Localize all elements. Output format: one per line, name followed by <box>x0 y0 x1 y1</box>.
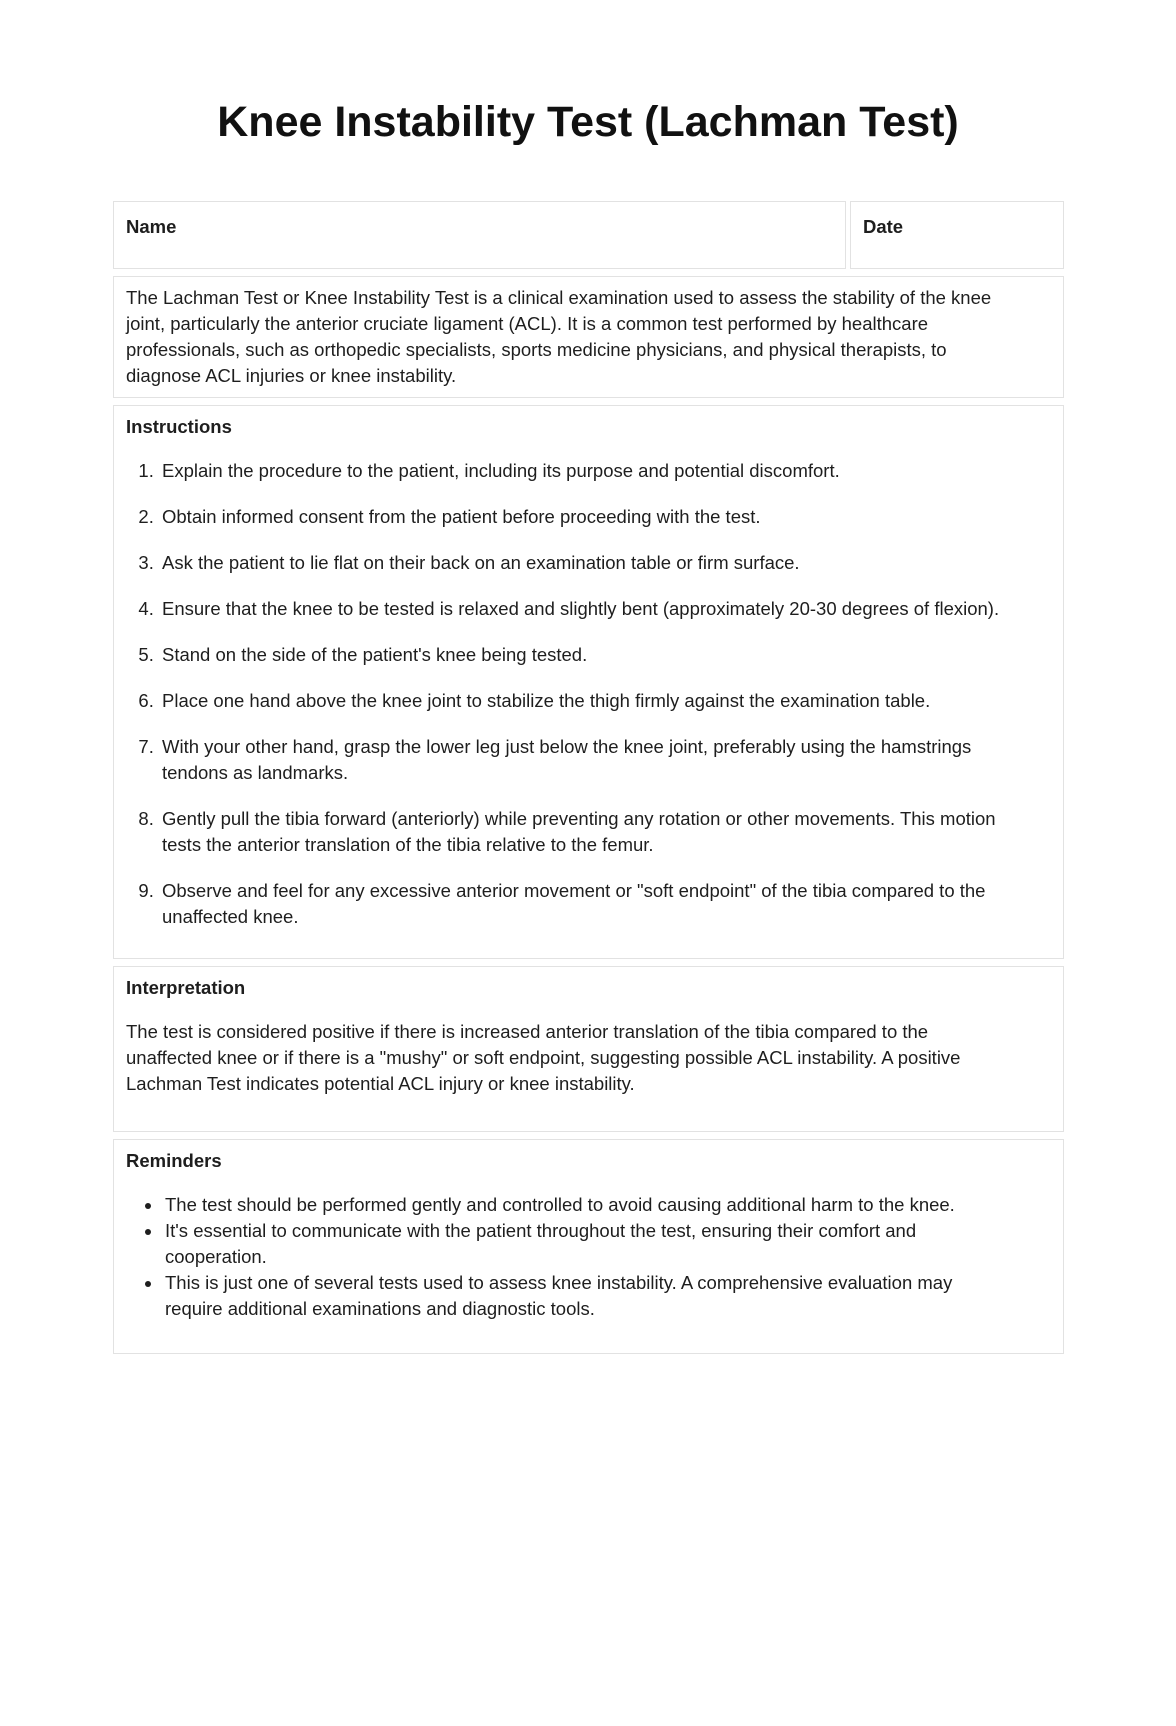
reminder-item: • This is just one of several tests used to assess knee instability. A comprehensive evaluation may require additional examinations and diagnostic tools. <box>163 1270 1013 1322</box>
instruction-item: 3. Ask the patient to lie flat on their back on an examination table or firm surface. <box>159 550 1013 576</box>
instructions-heading: Instructions <box>126 416 232 437</box>
date-field[interactable] <box>850 201 1064 269</box>
intro-section <box>113 276 1064 398</box>
instruction-item: 8. Gently pull the tibia forward (anteriorly) while preventing any rotation or other movements. This motion tests the anterior translation of the tibia relative to the femur. <box>159 806 1013 858</box>
instruction-item: 2. Obtain informed consent from the patient before proceeding with the test. <box>159 504 1013 530</box>
reminder-item: • The test should be performed gently and controlled to avoid causing additional harm to the knee. <box>163 1192 1013 1218</box>
reminders-section <box>113 1139 1064 1354</box>
instruction-item: 4. Ensure that the knee to be tested is relaxed and slightly bent (approximately 20-30 degrees of flexion). <box>159 596 1013 622</box>
page-title: Knee Instability Test (Lachman Test) <box>217 98 959 146</box>
instruction-item: 1. Explain the procedure to the patient, including its purpose and potential discomfort. <box>159 458 1013 484</box>
name-date-table <box>113 201 1064 269</box>
name-label: Name <box>126 216 177 237</box>
instructions-list <box>126 458 1013 930</box>
reminders-heading: Reminders <box>126 1150 222 1171</box>
document-body <box>113 201 1064 1354</box>
interpretation-paragraph: The test is considered positive if there is increased anterior translation of the tibia compared to the unaffected knee or if there is a "mushy" or soft endpoint, suggesting possible ACL instability. A positive Lachman Test indicates potential ACL injury or knee instability. <box>126 1021 961 1094</box>
instruction-item: 6. Place one hand above the knee joint to stabilize the thigh firmly against the examination table. <box>159 688 1013 714</box>
interpretation-heading: Interpretation <box>126 977 246 998</box>
reminders-list <box>126 1192 1013 1322</box>
name-field[interactable] <box>113 201 846 269</box>
interpretation-section <box>113 966 1064 1132</box>
instructions-section <box>113 405 1064 959</box>
instruction-item: 5. Stand on the side of the patient's knee being tested. <box>159 642 1013 668</box>
instruction-item: 9. Observe and feel for any excessive anterior movement or "soft endpoint" of the tibia compared to the unaffected knee. <box>159 878 1013 930</box>
date-label: Date <box>863 216 904 237</box>
instruction-item: 7. With your other hand, grasp the lower leg just below the knee joint, preferably using the hamstrings tendons as landmarks. <box>159 734 1013 786</box>
reminder-item: • It's essential to communicate with the patient throughout the test, ensuring their comfort and cooperation. <box>163 1218 1013 1270</box>
intro-paragraph: The Lachman Test or Knee Instability Test is a clinical examination used to assess the stability of the knee joint, particularly the anterior cruciate ligament (ACL). It is a common test performed by healthcare professionals, such as orthopedic specialists, sports medicine physicians, and physical therapists, to diagnose ACL injuries or knee instability. <box>126 287 992 386</box>
